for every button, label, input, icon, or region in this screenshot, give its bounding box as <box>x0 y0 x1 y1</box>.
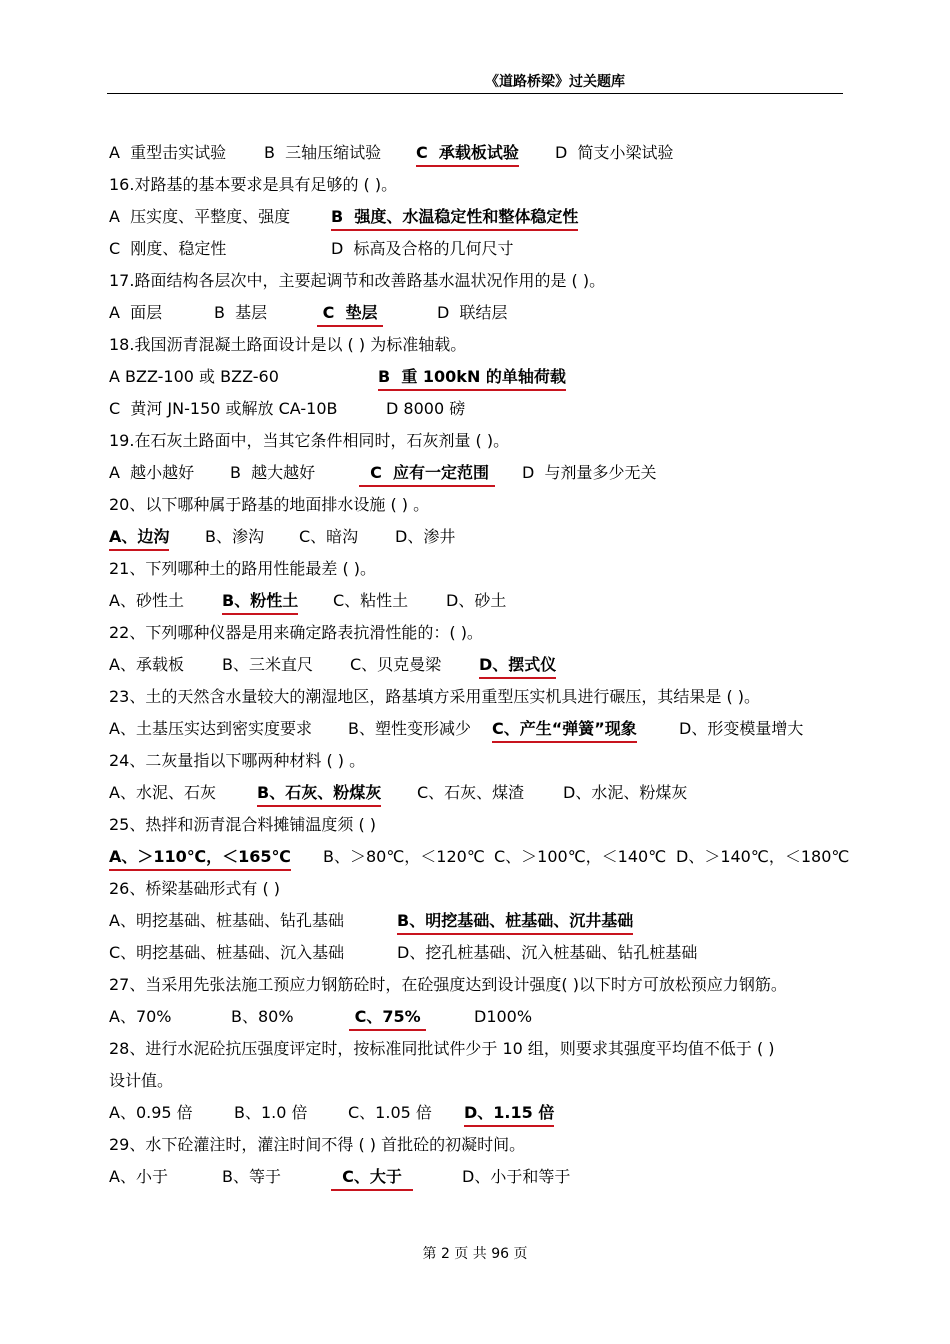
correct-answer-option: C、产生“弹簧”现象 <box>492 719 637 743</box>
correct-answer-option: C 应有一定范围 <box>359 463 495 487</box>
answer-option: C、＞100℃，＜140℃ <box>494 847 667 866</box>
question-text: 22、下列哪种仪器是用来确定路表抗滑性能的：( )。 <box>109 623 483 642</box>
answer-option: B、渗沟 <box>205 527 264 546</box>
answer-option: D、渗井 <box>395 527 456 546</box>
answer-option: D、砂土 <box>446 591 507 610</box>
answer-option: D 简支小梁试验 <box>555 143 674 162</box>
correct-answer-option: D、摆式仪 <box>479 655 556 679</box>
question-text: 21、下列哪种土的路用性能最差 ( )。 <box>109 559 377 578</box>
question-text: 24、二灰量指以下哪两种材料 ( ) 。 <box>109 751 366 770</box>
question-text: 25、热拌和沥青混合料摊铺温度须 ( ) <box>109 815 377 834</box>
answer-option: D 与剂量多少无关 <box>522 463 657 482</box>
question-text: 27、当采用先张法施工预应力钢筋砼时，在砼强度达到设计强度( )以下时方可放松预应力钢筋。 <box>109 975 787 994</box>
question-text: 29、水下砼灌注时，灌注时间不得 ( ) 首批砼的初凝时间。 <box>109 1135 526 1154</box>
answer-option: C、明挖基础、桩基础、沉入基础 <box>109 943 345 962</box>
question-text: 17.路面结构各层次中，主要起调节和改善路基水温状况作用的是 ( )。 <box>109 271 606 290</box>
answer-option: D、水泥、粉煤灰 <box>563 783 688 802</box>
answer-option: C、石灰、煤渣 <box>417 783 525 802</box>
answer-option: A BZZ-100 或 BZZ-60 <box>109 367 279 386</box>
answer-option: B 三轴压缩试验 <box>264 143 382 162</box>
answer-option: C、粘性土 <box>333 591 409 610</box>
answer-option: B 基层 <box>214 303 268 322</box>
answer-option: A 压实度、平整度、强度 <box>109 207 291 226</box>
correct-answer-option: C 垫层 <box>317 303 383 327</box>
answer-option: A、水泥、石灰 <box>109 783 216 802</box>
question-text: 16.对路基的基本要求是具有足够的 ( )。 <box>109 175 398 194</box>
answer-option: A、砂性土 <box>109 591 184 610</box>
header-title: 《道路桥梁》过关题库 <box>485 74 625 90</box>
question-text: 20、以下哪种属于路基的地面排水设施 ( ) 。 <box>109 495 430 514</box>
correct-answer-option: B、粉性土 <box>222 591 298 615</box>
correct-answer-option: B、石灰、粉煤灰 <box>257 783 381 807</box>
answer-option: D100% <box>474 1007 533 1026</box>
answer-option: B、80% <box>231 1007 294 1026</box>
page-footer: 第 2 页 共 96 页 <box>422 1246 528 1262</box>
answer-option: A、小于 <box>109 1167 168 1186</box>
answer-option: D 标高及合格的几何尺寸 <box>331 239 514 258</box>
page-header <box>107 70 843 94</box>
correct-answer-option: C 承载板试验 <box>416 143 519 167</box>
answer-option: A 越小越好 <box>109 463 195 482</box>
answer-option: D、形变模量增大 <box>679 719 804 738</box>
answer-option: C、1.05 倍 <box>348 1103 432 1122</box>
answer-option: A、土基压实达到密实度要求 <box>109 719 312 738</box>
answer-option: D、＞140℃，＜180℃ <box>676 847 850 866</box>
question-text: 19.在石灰土路面中，当其它条件相同时，石灰剂量 ( )。 <box>109 431 510 450</box>
answer-option: D、挖孔桩基础、沉入桩基础、钻孔桩基础 <box>397 943 698 962</box>
answer-option: C 黄河 JN-150 或解放 CA-10B <box>109 399 338 418</box>
answer-option: B、＞80℃，＜120℃ <box>323 847 485 866</box>
correct-answer-option: D、1.15 倍 <box>464 1103 554 1127</box>
answer-option: A、承载板 <box>109 655 184 674</box>
answer-option: B 越大越好 <box>230 463 316 482</box>
answer-option: D 8000 磅 <box>386 399 466 418</box>
answer-option: C、暗沟 <box>299 527 359 546</box>
answer-option: D、小于和等于 <box>462 1167 571 1186</box>
answer-option: A、70% <box>109 1007 172 1026</box>
answer-option: B、塑性变形减少 <box>348 719 471 738</box>
correct-answer-option: C、75% <box>349 1007 426 1031</box>
question-text: 28、进行水泥砼抗压强度评定时，按标准同批试件少于 10 组，则要求其强度平均值不低于 ( ) <box>109 1039 775 1058</box>
answer-option: B、三米直尺 <box>222 655 313 674</box>
question-text: 23、土的天然含水量较大的潮湿地区，路基填方采用重型压实机具进行碾压，其结果是 ( )。 <box>109 687 761 706</box>
answer-option: C、贝克曼梁 <box>350 655 442 674</box>
answer-option: A 面层 <box>109 303 163 322</box>
question-text: 26、桥梁基础形式有 ( ) <box>109 879 281 898</box>
answer-option: A、明挖基础、桩基础、钻孔基础 <box>109 911 344 930</box>
answer-option: B、1.0 倍 <box>234 1103 308 1122</box>
answer-option: C 刚度、稳定性 <box>109 239 227 258</box>
question-text: 设计值。 <box>109 1071 174 1090</box>
answer-option: D 联结层 <box>437 303 508 322</box>
question-text: 18.我国沥青混凝土路面设计是以 ( ) 为标准轴载。 <box>109 335 467 354</box>
correct-answer-option: A、边沟 <box>109 527 169 551</box>
answer-option: A、0.95 倍 <box>109 1103 193 1122</box>
correct-answer-option: A、＞110℃，＜165℃ <box>109 847 291 871</box>
answer-option: A 重型击实试验 <box>109 143 227 162</box>
correct-answer-option: B、明挖基础、桩基础、沉井基础 <box>397 911 633 935</box>
correct-answer-option: C、大于 <box>331 1167 413 1191</box>
answer-option: B、等于 <box>222 1167 281 1186</box>
correct-answer-option: B 强度、水温稳定性和整体稳定性 <box>331 207 578 231</box>
correct-answer-option: B 重 100kN 的单轴荷载 <box>378 367 566 391</box>
